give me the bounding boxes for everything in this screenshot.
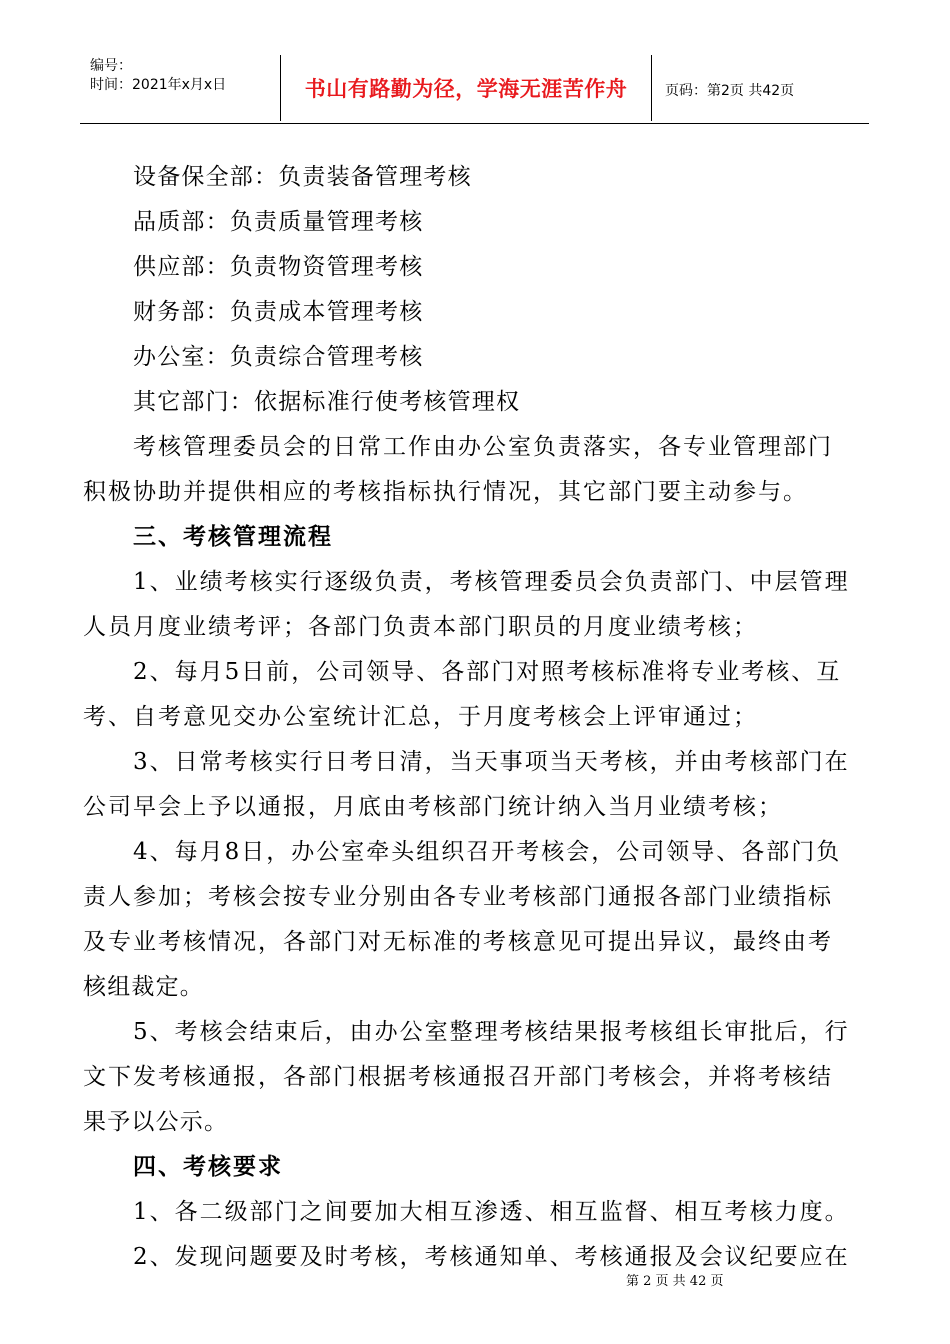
paragraph-line: 财务部：负责成本管理考核 [133,299,424,325]
paragraph-line: 考核管理委员会的日常工作由办公室负责落实，各专业管理部门 [133,434,833,460]
paragraph-line: 文下发考核通报，各部门根据考核通报召开部门考核会，并将考核结 [83,1064,833,1090]
paragraph-line: 责人参加；考核会按专业分别由各专业考核部门通报各部门业绩指标 [83,884,833,910]
page-footer: 第 2 页 共 42 页 [626,1274,724,1289]
paragraph-line: 1、业绩考核实行逐级负责，考核管理委员会负责部门、中层管理 [133,569,850,595]
motto-box [280,55,652,121]
paragraph-line: 3、日常考核实行日考日清，当天事项当天考核，并由考核部门在 [133,749,850,775]
paragraph-line: 设备保全部：负责装备管理考核 [133,164,472,190]
paragraph-line: 积极协助并提供相应的考核指标执行情况，其它部门要主动参与。 [83,479,808,505]
header-motto: 书山有路勤为径，学海无涯苦作舟 [304,77,628,101]
paragraph-line: 2、发现问题要及时考核，考核通知单、考核通报及会议纪要应在 [133,1244,850,1270]
paragraph-line: 供应部：负责物资管理考核 [133,254,424,280]
paragraph-line: 1、各二级部门之间要加大相互渗透、相互监督、相互考核力度。 [133,1199,850,1225]
paragraph-line: 及专业考核情况，各部门对无标准的考核意见可提出异议，最终由考 [83,929,833,955]
paragraph-line: 考、自考意见交办公室统计汇总，于月度考核会上评审通过； [83,704,758,730]
paragraph-line: 果予以公示。 [83,1109,229,1135]
document-meta [90,57,226,95]
page-header [80,55,869,124]
header-page-info: 页码：第2页 共42页 [665,83,795,99]
paragraph-line: 核组裁定。 [83,974,204,1000]
paragraph-line: 4、每月8日，办公室牵头组织召开考核会，公司领导、各部门负 [133,839,842,865]
paragraph-line: 品质部：负责质量管理考核 [133,209,424,235]
paragraph-line: 5、考核会结束后，由办公室整理考核结果报考核组长审批后，行 [133,1019,850,1045]
document-time-label: 时间：2021年x月x日 [90,77,227,93]
paragraph-line: 人员月度业绩考评；各部门负责本部门职员的月度业绩考核； [83,614,758,640]
paragraph-line: 其它部门：依据标准行使考核管理权 [133,389,521,415]
document-number-label: 编号： [90,58,132,74]
section-heading: 三、考核管理流程 [133,524,333,550]
paragraph-line: 2、每月5日前，公司领导、各部门对照考核标准将专业考核、互 [133,659,842,685]
paragraph-line: 公司早会上予以通报，月底由考核部门统计纳入当月业绩考核； [83,794,783,820]
section-heading: 四、考核要求 [133,1154,283,1180]
paragraph-line: 办公室：负责综合管理考核 [133,344,424,370]
